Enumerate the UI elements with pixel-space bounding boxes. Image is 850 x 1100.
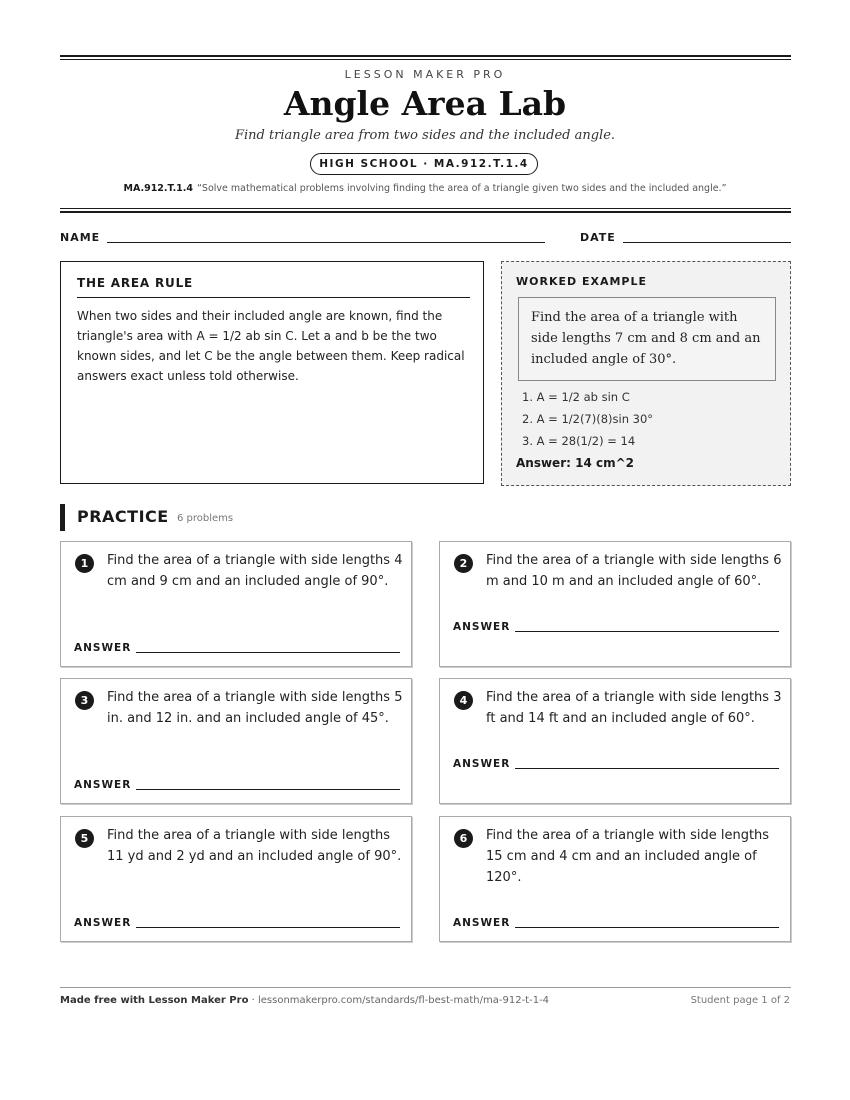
header-bottom-rule <box>60 211 791 213</box>
practice-accent-bar <box>60 504 65 531</box>
name-label: NAME <box>60 231 101 244</box>
grade-standard-badge: HIGH SCHOOL · MA.912.T.1.4 <box>310 153 538 175</box>
worked-example-step: 1. A = 1/2 ab sin C <box>522 390 630 404</box>
area-rule-heading: THE AREA RULE <box>77 276 194 290</box>
problem-card-1 <box>60 541 412 667</box>
footer-page-number: Student page 1 of 2 <box>690 995 790 1006</box>
problem-text: Find the area of a triangle with side lengths 6 m and 10 m and an included angle of 60°. <box>486 553 782 589</box>
standard-text: “Solve mathematical problems involving finding the area of a triangle given two sides and the included angle.” <box>197 183 727 194</box>
answer-field-6[interactable] <box>515 927 779 928</box>
problem-card-2 <box>439 541 791 667</box>
problem-number-badge: 1 <box>75 554 94 573</box>
practice-heading: PRACTICE <box>77 507 169 526</box>
answer-label: ANSWER <box>453 621 511 633</box>
worked-example-steps <box>522 386 653 452</box>
answer-label: ANSWER <box>453 758 511 770</box>
answer-label: ANSWER <box>74 779 132 791</box>
problem-number-badge: 5 <box>75 829 94 848</box>
area-rule-divider <box>77 297 470 298</box>
problem-number-badge: 2 <box>454 554 473 573</box>
page-title: Angle Area Lab <box>283 84 567 123</box>
problem-text: Find the area of a triangle with side lengths 15 cm and 4 cm and an included angle of 120°. <box>486 828 770 885</box>
problem-card-5 <box>60 816 412 942</box>
answer-field-4[interactable] <box>515 768 779 769</box>
brand-name: LESSON MAKER PRO <box>344 68 506 81</box>
worked-example-step: 2. A = 1/2(7)(8)sin 30° <box>522 412 654 426</box>
answer-field-5[interactable] <box>136 927 400 928</box>
problem-text: Find the area of a triangle with side lengths 4 cm and 9 cm and an included angle of 90°. <box>107 553 403 589</box>
answer-field-1[interactable] <box>136 652 400 653</box>
answer-label: ANSWER <box>74 917 132 929</box>
problem-text: Find the area of a triangle with side lengths 11 yd and 2 yd and an included angle of 90°. <box>107 828 402 864</box>
area-rule-text: When two sides and their included angle are known, find the triangle's area with A = 1/2 ab sin C. Let a and b be the two known sides, and let C be the angle between them. Keep radical answers exact unless told otherwise. <box>77 309 465 383</box>
practice-count: 6 problems <box>177 513 234 524</box>
answer-field-3[interactable] <box>136 789 400 790</box>
problem-number-badge: 4 <box>454 691 473 710</box>
answer-label: ANSWER <box>74 642 132 654</box>
date-field[interactable] <box>623 242 791 243</box>
header-top-rule <box>60 55 791 57</box>
problem-number-badge: 3 <box>75 691 94 710</box>
standard-description <box>0 183 850 194</box>
problem-number-badge: 6 <box>454 829 473 848</box>
name-field[interactable] <box>107 242 545 243</box>
date-label: DATE <box>580 231 616 244</box>
header-bottom-rule-thin <box>60 208 791 209</box>
footer-made-with: Made free with Lesson Maker Pro <box>60 995 249 1006</box>
problem-card-3 <box>60 678 412 804</box>
footer-credit <box>60 995 549 1006</box>
answer-label: ANSWER <box>453 917 511 929</box>
worked-example-heading: WORKED EXAMPLE <box>516 275 647 288</box>
problem-text: Find the area of a triangle with side lengths 3 ft and 14 ft and an included angle of 60°. <box>486 690 782 726</box>
answer-field-2[interactable] <box>515 631 779 632</box>
problem-card-6 <box>439 816 791 942</box>
worked-example-step: 3. A = 28(1/2) = 14 <box>522 434 636 448</box>
worked-example-answer: Answer: 14 cm^2 <box>516 456 634 470</box>
header-top-rule-thin <box>60 59 791 60</box>
worked-example-problem: Find the area of a triangle with side lengths 7 cm and 8 cm and an included angle of 30°. <box>518 297 776 381</box>
problem-card-4 <box>439 678 791 804</box>
standard-code: MA.912.T.1.4 <box>123 183 194 194</box>
page-subtitle: Find triangle area from two sides and the included angle. <box>234 128 616 143</box>
problem-text: Find the area of a triangle with side lengths 5 in. and 12 in. and an included angle of 45°. <box>107 690 403 726</box>
area-rule-box <box>60 261 484 484</box>
worked-example-box <box>501 261 791 486</box>
footer-url[interactable]: · lessonmakerpro.com/standards/fl-best-math/ma-912-t-1-4 <box>248 995 550 1006</box>
footer-rule <box>60 987 791 988</box>
